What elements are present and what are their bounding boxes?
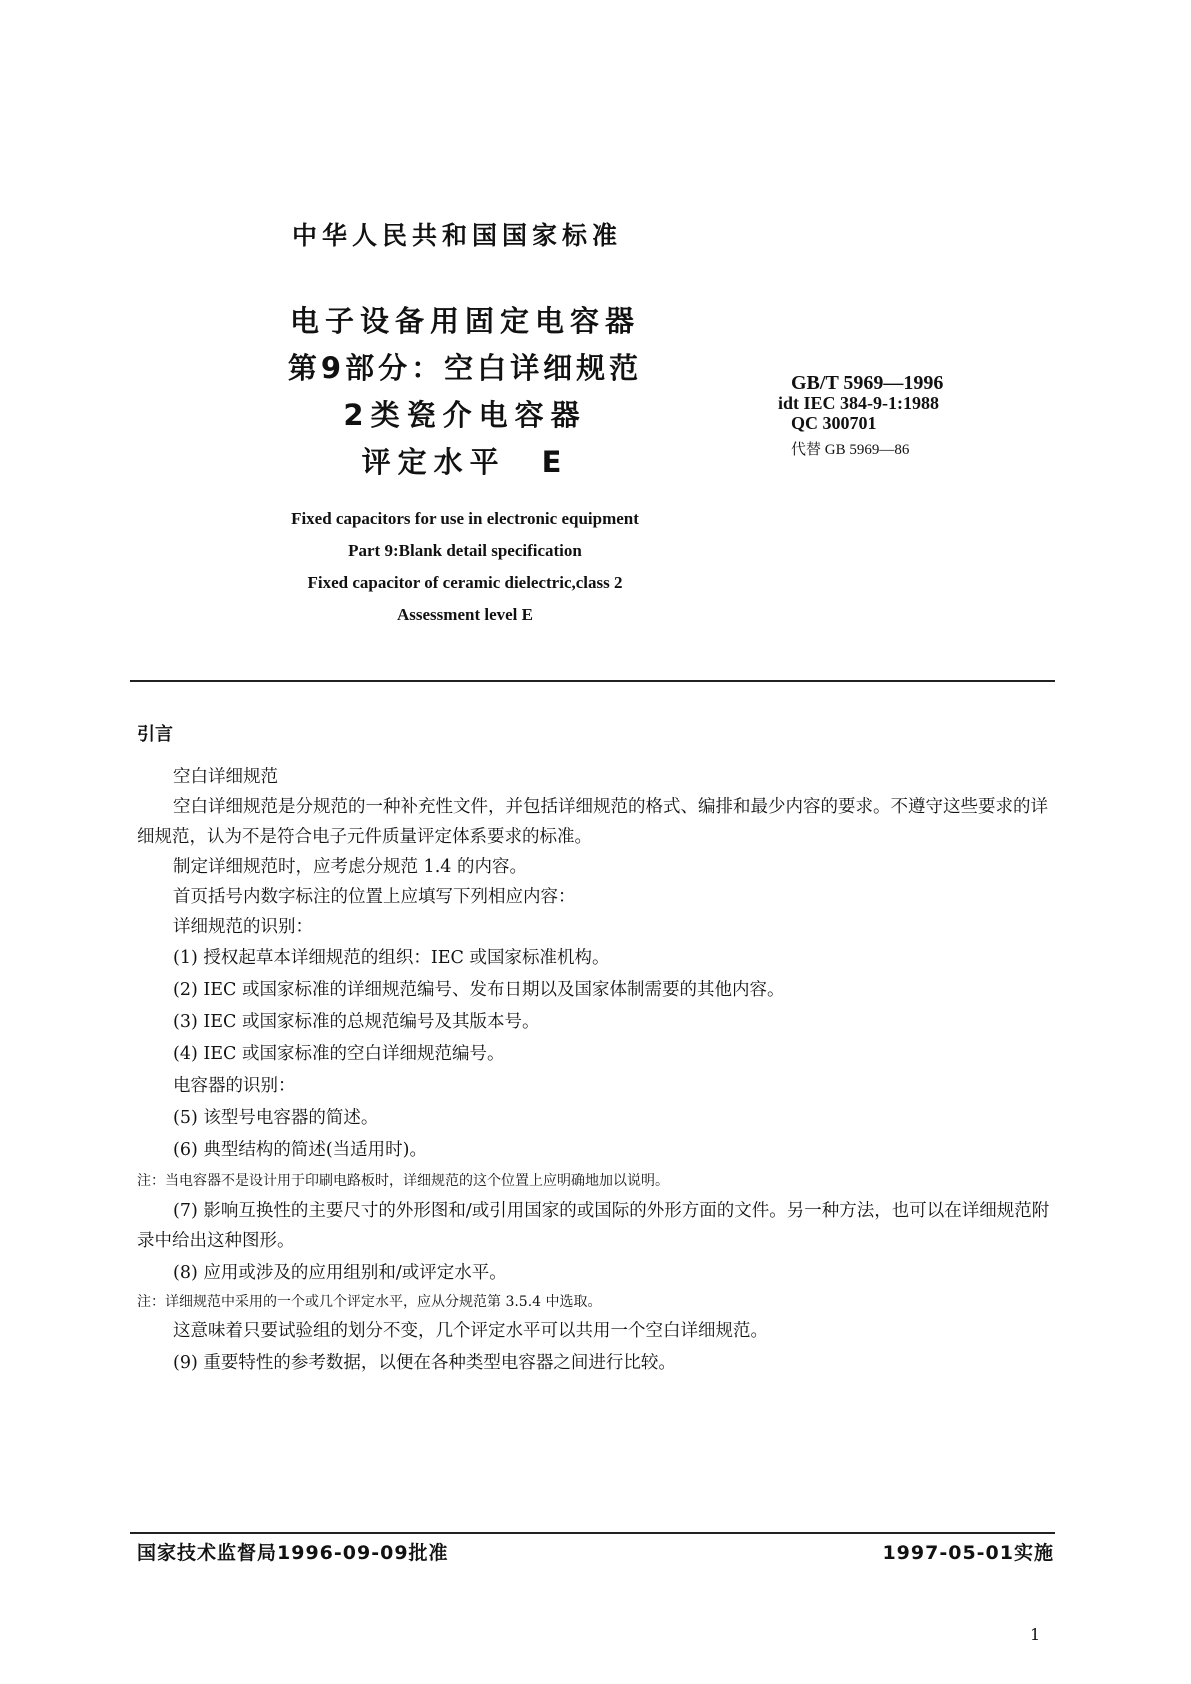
title-line-2: 第9部分：空白详细规范: [287, 351, 643, 385]
list-item: (8) 应用或涉及的应用组别和/或评定水平。: [173, 1263, 507, 1283]
list-item: (3) IEC 或国家标准的总规范编号及其版本号。: [173, 1012, 540, 1032]
title-line-4: 评定水平 E: [361, 445, 569, 479]
approval-date: 国家技术监督局1996-09-09批准: [137, 1542, 449, 1564]
english-title: [245, 503, 685, 631]
note: 注：详细规范中采用的一个或几个评定水平，应从分规范第 3.5.4 中选取。: [137, 1294, 602, 1310]
paragraph: 首页括号内数字标注的位置上应填写下列相应内容：: [173, 887, 576, 907]
document-title: [245, 298, 685, 486]
paragraph: 空白详细规范是分规范的一种补充性文件，并包括详细规范的格式、编排和最少内容的要求。不遵守这些要求的详细规范，认为不是符合电子元件质量评定体系要求的标准。: [137, 797, 1048, 847]
english-title-line-2: Part 9:Blank detail specification: [348, 541, 582, 560]
paragraph: 详细规范的识别：: [173, 917, 313, 937]
note: 注：当电容器不是设计用于印刷电路板时，详细规范的这个位置上应明确地加以说明。: [137, 1173, 669, 1189]
list-item: (7) 影响互换性的主要尺寸的外形图和/或引用国家的或国际的外形方面的文件。另一种方法，也可以在详细规范附录中给出这种图形。: [137, 1201, 1050, 1251]
section-heading: 引言: [137, 724, 173, 745]
page-number: 1: [1030, 1625, 1041, 1644]
title-line-3: 2类瓷介电容器: [343, 398, 587, 432]
list-item: (6) 典型结构的简述(当适用时)。: [173, 1140, 428, 1160]
list-item: (4) IEC 或国家标准的空白详细规范编号。: [173, 1044, 505, 1064]
title-line-1: 电子设备用固定电容器: [289, 304, 640, 338]
list-item: (2) IEC 或国家标准的详细规范编号、发布日期以及国家体制需要的其他内容。: [173, 980, 785, 1000]
standard-code: GB/T 5969—1996: [791, 372, 944, 394]
paragraph: 制定详细规范时，应考虑分规范 1.4 的内容。: [173, 857, 527, 877]
list-item: (5) 该型号电容器的简述。: [173, 1108, 379, 1128]
standard-codes: [778, 373, 943, 460]
effective-date: 1997-05-01实施: [882, 1542, 1054, 1564]
paragraph-title: 空白详细规范: [173, 767, 278, 787]
paragraph: 这意味着只要试验组的划分不变，几个评定水平可以共用一个空白详细规范。: [173, 1321, 768, 1341]
list-item: (9) 重要特性的参考数据，以便在各种类型电容器之间进行比较。: [173, 1353, 676, 1373]
english-title-line-4: Assessment level E: [397, 605, 533, 624]
list-item: (1) 授权起草本详细规范的组织：IEC 或国家标准机构。: [173, 948, 610, 968]
idt-reference: idt IEC 384-9-1:1988: [778, 393, 939, 413]
footer-divider: [130, 1532, 1055, 1534]
qc-number: QC 300701: [791, 413, 877, 433]
replaces-standard: 代替 GB 5969—86: [791, 442, 910, 458]
paragraph: 电容器的识别：: [173, 1076, 296, 1096]
english-title-line-1: Fixed capacitors for use in electronic equipment: [291, 509, 639, 528]
english-title-line-3: Fixed capacitor of ceramic dielectric,class 2: [307, 573, 623, 592]
standard-name: 中华人民共和国国家标准: [292, 221, 623, 250]
header-divider: [130, 680, 1055, 682]
